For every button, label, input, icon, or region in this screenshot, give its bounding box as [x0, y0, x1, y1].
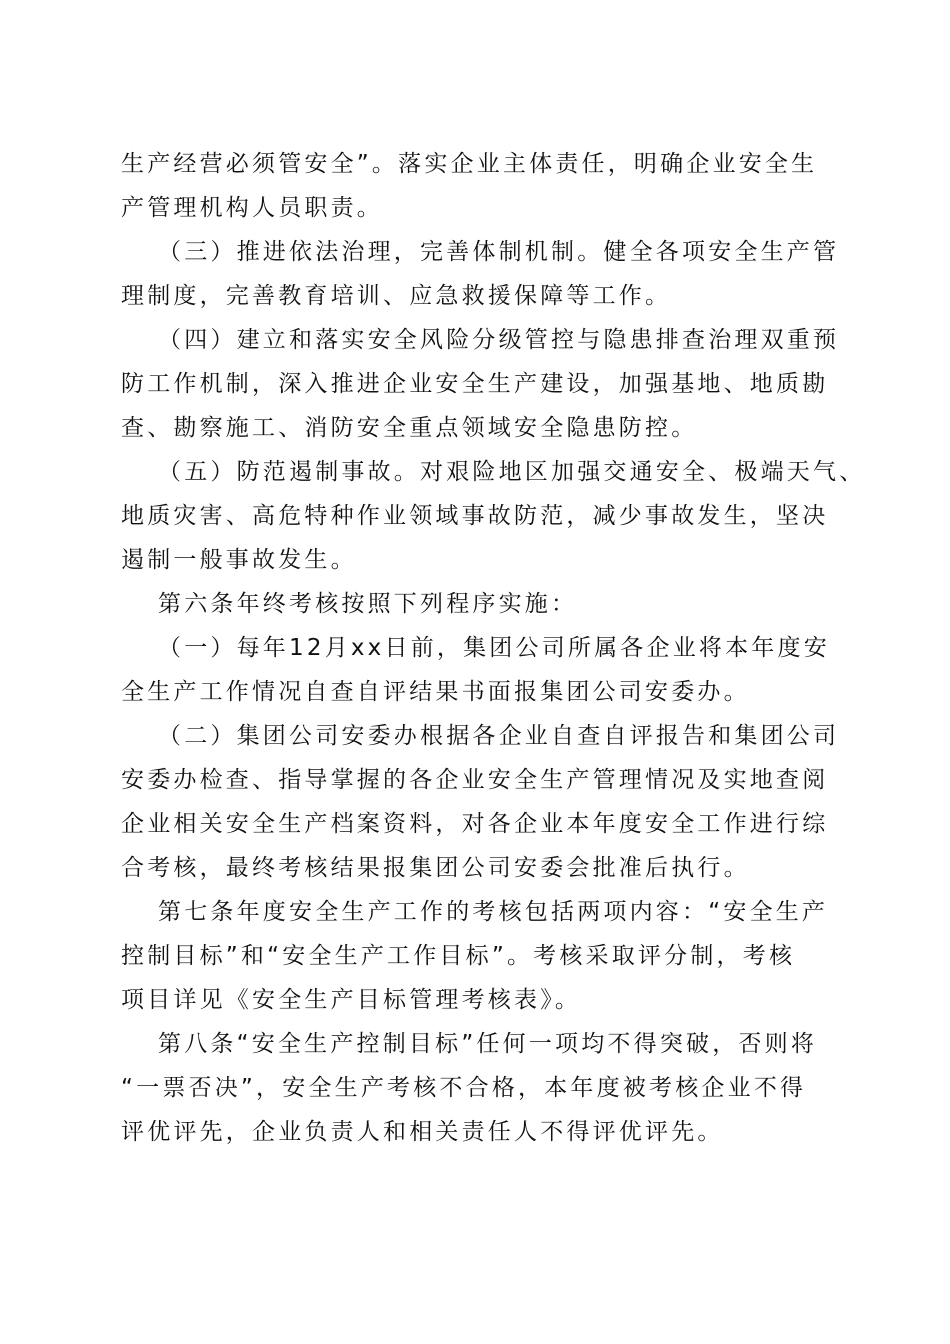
paragraph-item-3 [121, 230, 841, 318]
text-line: 评优评先，企业负责人和相关责任人不得评优评先。 [121, 1119, 724, 1145]
paragraph-item-5 [121, 450, 866, 582]
text-line: 全生产工作情况自查自评结果书面报集团公司安委办。 [121, 679, 750, 705]
text-line: （五）防范遏制事故。对艰险地区加强交通安全、极端天气、 [158, 459, 866, 485]
text-line: 合考核，最终考核结果报集团公司安委会批准后执行。 [121, 855, 750, 881]
text-line: 安委办检查、指导掌握的各企业安全生产管理情况及实地查阅 [121, 767, 829, 793]
text-line: （三）推进依法治理，完善体制机制。健全各项安全生产管 [158, 239, 840, 265]
paragraph-article-6 [121, 582, 841, 626]
text-line: 理制度，完善教育培训、应急救援保障等工作。 [121, 283, 672, 309]
document-body [121, 142, 866, 1154]
text-line: 地质灾害、高危特种作业领域事故防范，减少事故发生，坚决 [121, 503, 829, 529]
paragraph-article-6-item-1 [121, 626, 841, 714]
paragraph-article-6-item-2 [121, 714, 841, 890]
text-line: （二）集团公司安委办根据各企业自查自评报告和集团公司 [158, 723, 840, 749]
text-line: （四）建立和落实安全风险分级管控与隐患排查治理双重预 [158, 327, 840, 353]
text-line: 企业相关安全生产档案资料，对各企业本年度安全工作进行综 [121, 811, 829, 837]
text-line: 遏制一般事故发生。 [121, 547, 357, 573]
text-line: “一票否决”，安全生产考核不合格，本年度被考核企业不得 [121, 1075, 807, 1101]
text-line: 产管理机构人员职责。 [121, 195, 383, 221]
text-line: 第六条年终考核按照下列程序实施： [158, 591, 578, 617]
text-line: 防工作机制，深入推进企业安全生产建设，加强基地、地质勘 [121, 371, 829, 397]
text-line: 生产经营必须管安全”。落实企业主体责任，明确企业安全生 [121, 151, 818, 177]
text-line: 控制目标”和“安全生产工作目标”。考核采取评分制，考核 [121, 943, 796, 969]
paragraph-continued [121, 142, 841, 230]
text-line: 项目详见《安全生产目标管理考核表》。 [121, 987, 582, 1013]
text-line: 第七条年度安全生产工作的考核包括两项内容：“安全生产 [158, 899, 829, 925]
text-line: 查、勘察施工、消防安全重点领域安全隐患防控。 [121, 415, 698, 441]
text-line: （一）每年12月xx日前，集团公司所属各企业将本年度安 [158, 635, 830, 661]
paragraph-article-7 [121, 890, 841, 1022]
text-line: 第八条“安全生产控制目标”任何一项均不得突破，否则将 [158, 1031, 818, 1057]
paragraph-article-8 [121, 1022, 841, 1154]
paragraph-item-4 [121, 318, 841, 450]
